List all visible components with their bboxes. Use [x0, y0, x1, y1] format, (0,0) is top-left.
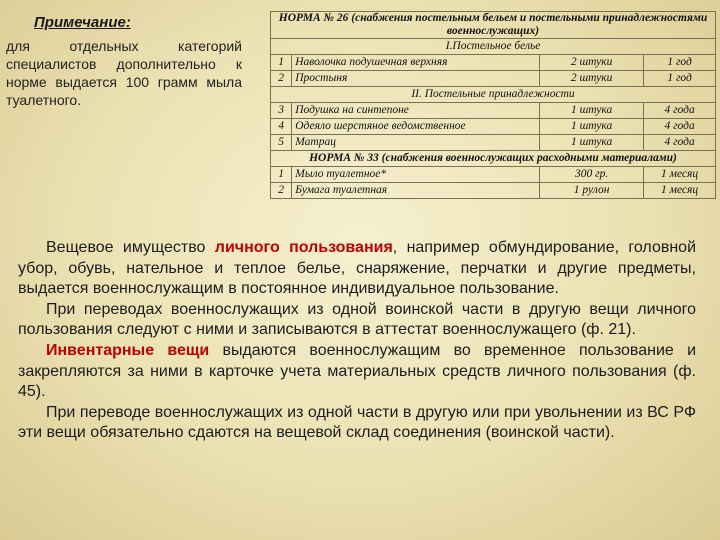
paragraph-transfer: При переводах военнослужащих из одной воинской части в другую вещи личного пользования следуют с ними и записываются в аттестат военнослужащего (ф. 21). — [18, 300, 696, 339]
table-row — [271, 39, 716, 55]
paragraph-return: При переводе военнослужащих из одной части в другую или при увольнении из ВС РФ эти вещи обязательно сдаются на вещевой склад соединения (воинской части). — [18, 403, 696, 442]
p3-text-end: выдаются военнослужащим во временное пользование и закрепляются за ними в карточке учета материальных средств личного пользования (ф. 45). — [18, 341, 696, 401]
table-row — [271, 71, 716, 87]
norm33-header: НОРМА № 33 (снабжения военнослужащих расходными материалами) — [271, 151, 716, 167]
row-name: Мыло туалетное* — [292, 167, 540, 183]
row-term: 1 год — [644, 55, 716, 71]
row-name: Простыня — [292, 71, 540, 87]
section1-title: I.Постельное белье — [271, 39, 716, 55]
body-text — [18, 238, 696, 444]
p1-text-end: , например обмундирование, головной убор, обувь, нательное и теплое белье, снаряжение, перчатки и другие предметы, выдается военнослужащим в постоянное индивидуальное пользование. — [18, 239, 697, 298]
paragraph-personal-use — [18, 238, 696, 300]
row-qty: 1 штука — [540, 135, 644, 151]
row-term: 1 год — [644, 71, 716, 87]
norm-table — [270, 11, 716, 199]
table-row — [271, 167, 716, 183]
row-qty: 2 штуки — [540, 71, 644, 87]
row-term: 4 года — [644, 103, 716, 119]
paragraph-inventory — [18, 341, 696, 403]
highlight-personal-use: личного пользования — [214, 239, 393, 256]
row-name: Наволочка подушечная верхняя — [292, 55, 540, 71]
row-qty: 2 штуки — [540, 55, 644, 71]
p1-text-start: Вещевое имущество — [46, 239, 215, 256]
row-name: Одеяло шерстяное ведомственное — [292, 119, 540, 135]
norm26-header: НОРМА № 26 (снабжения постельным бельем и постельными принадлежностями военнослужащих) — [271, 12, 716, 39]
row-term: 4 года — [644, 135, 716, 151]
table-row — [271, 151, 716, 167]
row-num: 1 — [271, 55, 292, 71]
section2-title: II. Постельные принадлежности — [271, 87, 716, 103]
highlight-inventory-items: Инвентарные вещи — [46, 341, 210, 359]
row-qty: 300 гр. — [540, 167, 644, 183]
table-row — [271, 87, 716, 103]
row-num: 1 — [271, 167, 292, 183]
row-num: 2 — [271, 71, 292, 87]
table-row — [271, 12, 716, 39]
row-num: 5 — [271, 135, 292, 151]
row-qty: 1 штука — [540, 103, 644, 119]
row-term: 4 года — [644, 119, 716, 135]
row-name: Бумага туалетная — [292, 183, 540, 199]
row-num: 4 — [271, 119, 292, 135]
row-num: 3 — [271, 103, 292, 119]
row-num: 2 — [271, 183, 292, 199]
table-row — [271, 183, 716, 199]
row-qty: 1 рулон — [540, 183, 644, 199]
row-term: 1 месяц — [644, 167, 716, 183]
note-title: Примечание: — [34, 14, 131, 31]
table-row — [271, 119, 716, 135]
table-row — [271, 55, 716, 71]
row-name: Подушка на синтепоне — [292, 103, 540, 119]
row-qty: 1 штука — [540, 119, 644, 135]
note-block — [6, 14, 242, 109]
table-row — [271, 135, 716, 151]
table-row — [271, 103, 716, 119]
row-name: Матрац — [292, 135, 540, 151]
row-term: 1 месяц — [644, 183, 716, 199]
note-text: для отдельных категорий специалистов дополнительно к норме выдается 100 грамм мыла туалетного. — [6, 38, 242, 108]
